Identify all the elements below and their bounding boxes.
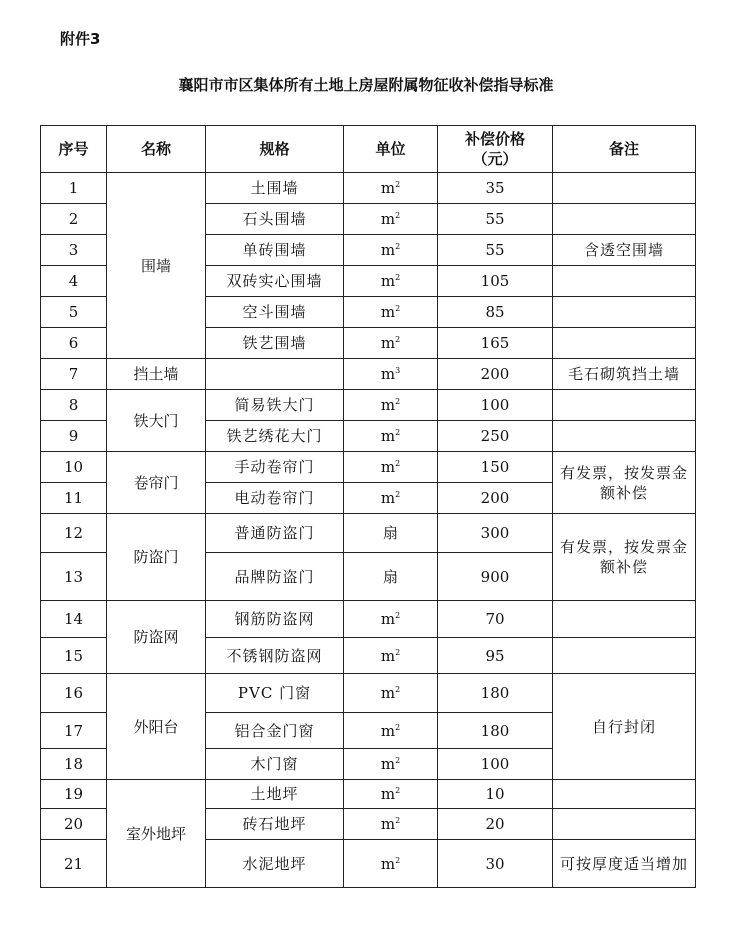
row-unit: $m^2$: [344, 390, 438, 421]
table-row: [41, 452, 696, 483]
group-name: 防盗网: [107, 601, 206, 674]
row-unit: $m^2$: [344, 173, 438, 204]
row-price: 100: [438, 390, 553, 421]
row-unit: $m^2$: [344, 483, 438, 514]
row-price: 300: [438, 514, 553, 553]
table-header-row: [41, 126, 696, 173]
row-unit: $m^2$: [344, 328, 438, 359]
row-spec: 铁艺围墙: [206, 328, 344, 359]
row-price: 180: [438, 674, 553, 713]
row-spec: 品牌防盗门: [206, 553, 344, 601]
row-unit: $m^2$: [344, 452, 438, 483]
row-price: 900: [438, 553, 553, 601]
row-note: [553, 297, 696, 328]
row-spec: 普通防盗门: [206, 514, 344, 553]
row-spec: 空斗围墙: [206, 297, 344, 328]
header-spec: 规格: [206, 126, 344, 173]
table-row: [41, 601, 696, 638]
row-spec: 水泥地坪: [206, 840, 344, 888]
row-note: [553, 421, 696, 452]
row-index: 7: [41, 359, 107, 390]
row-unit: $m^2$: [344, 297, 438, 328]
row-spec: 土围墙: [206, 173, 344, 204]
row-spec: [206, 359, 344, 390]
table-row: [41, 359, 696, 390]
row-note: [553, 204, 696, 235]
row-spec: 铁艺绣花大门: [206, 421, 344, 452]
row-index: 21: [41, 840, 107, 888]
table-row: [41, 674, 696, 713]
group-name: 室外地坪: [107, 780, 206, 888]
row-price: 105: [438, 266, 553, 297]
row-price: 180: [438, 713, 553, 749]
row-note: [553, 638, 696, 674]
row-unit: $m^3$: [344, 359, 438, 390]
row-index: 1: [41, 173, 107, 204]
row-spec: 钢筋防盗网: [206, 601, 344, 638]
group-name: 围墙: [107, 173, 206, 359]
row-price: 150: [438, 452, 553, 483]
row-index: 10: [41, 452, 107, 483]
row-note: 可按厚度适当增加: [553, 840, 696, 888]
row-spec: PVC 门窗: [206, 674, 344, 713]
row-spec: 双砖实心围墙: [206, 266, 344, 297]
row-price: 55: [438, 235, 553, 266]
row-note: 自行封闭: [553, 674, 696, 780]
row-unit: $m^2$: [344, 421, 438, 452]
group-name: 外阳台: [107, 674, 206, 780]
row-unit: $m^2$: [344, 749, 438, 780]
row-spec: 铝合金门窗: [206, 713, 344, 749]
row-note: [553, 780, 696, 809]
row-spec: 简易铁大门: [206, 390, 344, 421]
row-note: [553, 601, 696, 638]
row-unit: $m^2$: [344, 713, 438, 749]
row-index: 5: [41, 297, 107, 328]
header-price: [438, 126, 553, 173]
row-price: 85: [438, 297, 553, 328]
row-unit: $m^2$: [344, 809, 438, 840]
row-spec: 砖石地坪: [206, 809, 344, 840]
row-price: 55: [438, 204, 553, 235]
row-unit: $m^2$: [344, 674, 438, 713]
header-unit: 单位: [344, 126, 438, 173]
row-note: 毛石砌筑挡土墙: [553, 359, 696, 390]
row-index: 17: [41, 713, 107, 749]
group-name: 挡土墙: [107, 359, 206, 390]
row-index: 12: [41, 514, 107, 553]
row-note: [553, 390, 696, 421]
row-price: 70: [438, 601, 553, 638]
row-unit: 扇: [344, 553, 438, 601]
row-spec: 单砖围墙: [206, 235, 344, 266]
row-spec: 石头围墙: [206, 204, 344, 235]
header-price-line1: 补偿价格: [464, 130, 525, 148]
group-name: 卷帘门: [107, 452, 206, 514]
row-note: [553, 173, 696, 204]
header-name: 名称: [107, 126, 206, 173]
row-price: 165: [438, 328, 553, 359]
row-unit: $m^2$: [344, 638, 438, 674]
row-note: [553, 809, 696, 840]
row-price: 250: [438, 421, 553, 452]
row-spec: 电动卷帘门: [206, 483, 344, 514]
row-spec: 不锈钢防盗网: [206, 638, 344, 674]
row-unit: $m^2$: [344, 780, 438, 809]
row-index: 18: [41, 749, 107, 780]
row-index: 2: [41, 204, 107, 235]
row-unit: $m^2$: [344, 204, 438, 235]
row-index: 11: [41, 483, 107, 514]
table-row: [41, 173, 696, 204]
row-index: 13: [41, 553, 107, 601]
row-price: 30: [438, 840, 553, 888]
row-index: 3: [41, 235, 107, 266]
row-index: 9: [41, 421, 107, 452]
row-price: 35: [438, 173, 553, 204]
document-title: 襄阳市市区集体所有土地上房屋附属物征收补偿指导标准: [178, 76, 554, 94]
row-index: 15: [41, 638, 107, 674]
table-row: [41, 390, 696, 421]
attachment-label: 附件3: [60, 30, 101, 48]
header-note: 备注: [553, 126, 696, 173]
row-unit: $m^2$: [344, 840, 438, 888]
row-unit: $m^2$: [344, 601, 438, 638]
row-note: 有发票，按发票金额补偿: [553, 514, 696, 601]
row-index: 8: [41, 390, 107, 421]
row-note: [553, 266, 696, 297]
row-note: [553, 328, 696, 359]
row-index: 16: [41, 674, 107, 713]
row-price: 10: [438, 780, 553, 809]
group-name: 防盗门: [107, 514, 206, 601]
row-spec: 土地坪: [206, 780, 344, 809]
row-note: 有发票，按发票金额补偿: [553, 452, 696, 514]
row-price: 200: [438, 483, 553, 514]
row-price: 100: [438, 749, 553, 780]
table-row: [41, 514, 696, 553]
row-spec: 手动卷帘门: [206, 452, 344, 483]
header-index: 序号: [41, 126, 107, 173]
row-price: 95: [438, 638, 553, 674]
row-price: 20: [438, 809, 553, 840]
row-index: 6: [41, 328, 107, 359]
row-note: 含透空围墙: [553, 235, 696, 266]
row-index: 19: [41, 780, 107, 809]
row-index: 4: [41, 266, 107, 297]
row-index: 14: [41, 601, 107, 638]
row-index: 20: [41, 809, 107, 840]
compensation-table: [40, 125, 696, 888]
row-spec: 木门窗: [206, 749, 344, 780]
table-row: [41, 780, 696, 809]
row-unit: $m^2$: [344, 266, 438, 297]
row-price: 200: [438, 359, 553, 390]
row-unit: $m^2$: [344, 235, 438, 266]
row-unit: 扇: [344, 514, 438, 553]
header-price-line2: （元）: [472, 150, 518, 168]
group-name: 铁大门: [107, 390, 206, 452]
